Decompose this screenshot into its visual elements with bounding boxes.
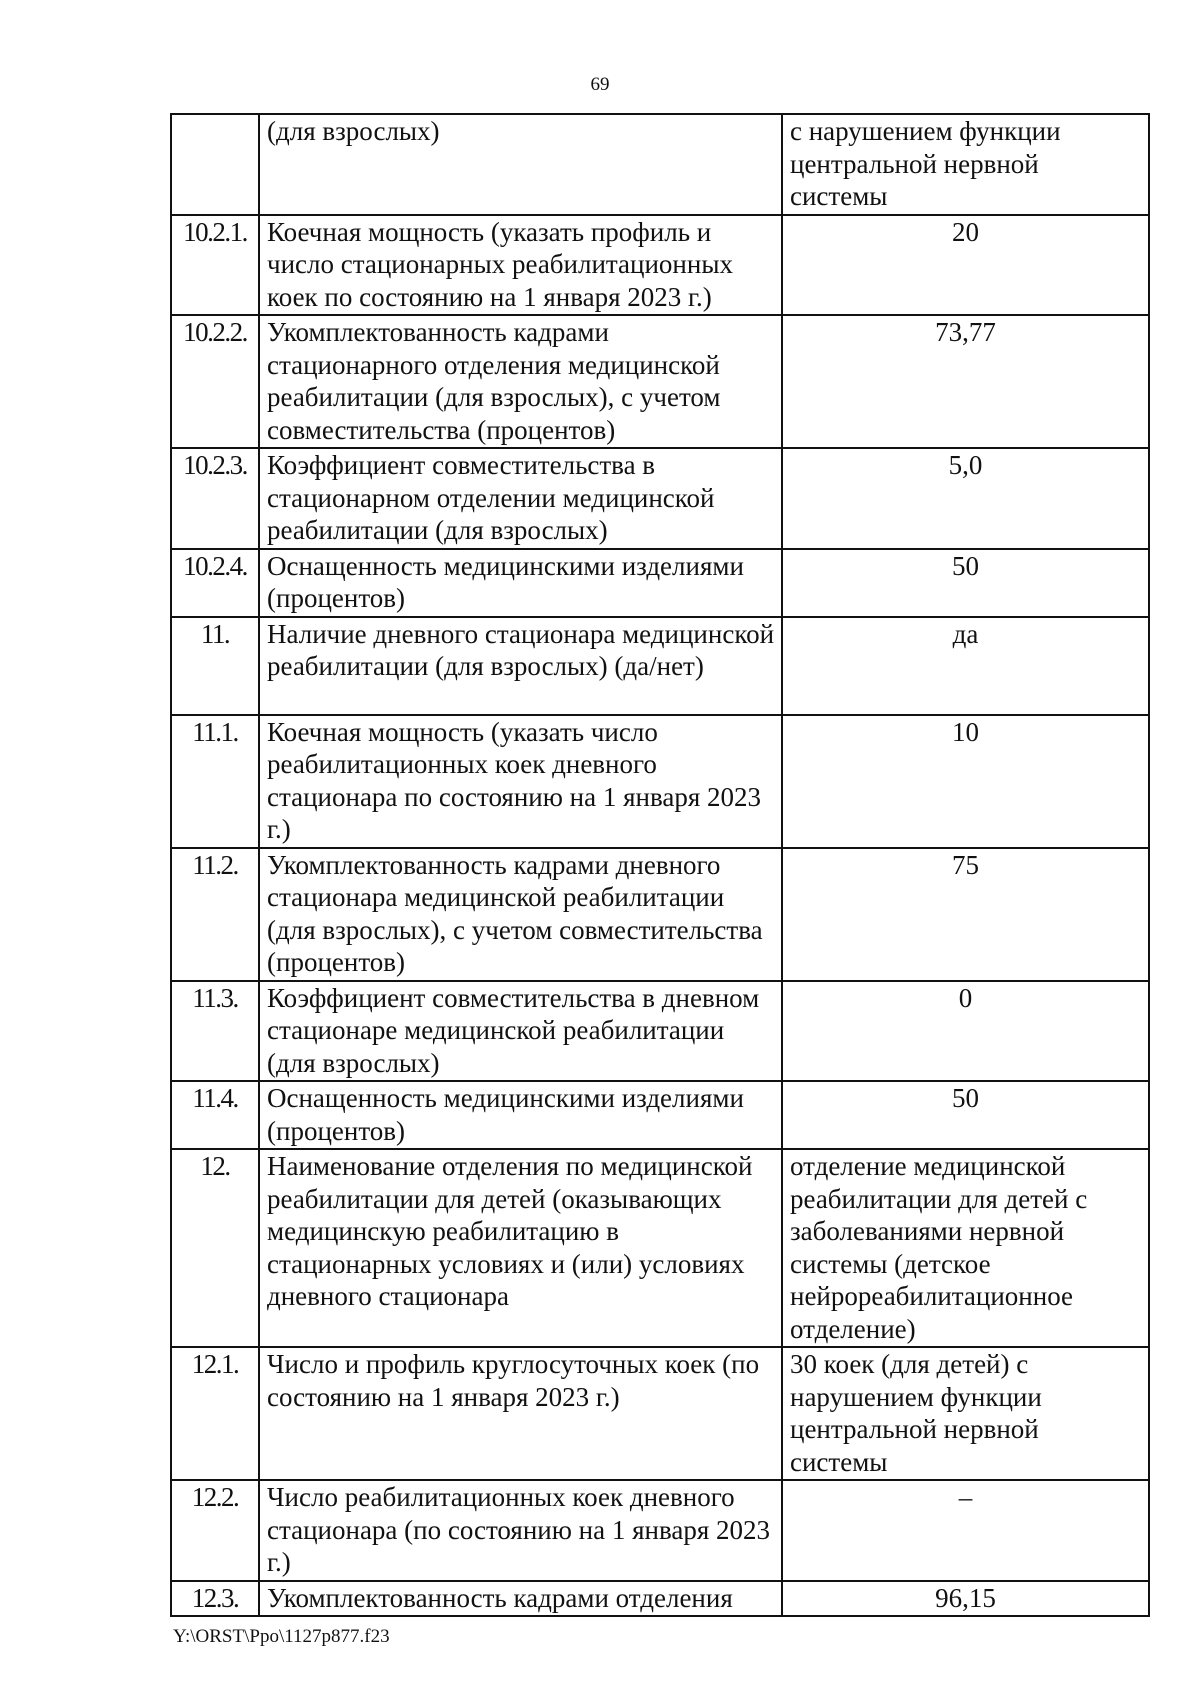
row-description: Оснащенность медицинскими изделиями (процентов): [259, 549, 782, 617]
row-description: (для взрослых): [259, 114, 782, 215]
table-row: [171, 1347, 1149, 1480]
row-description: Укомплектованность кадрами стационарного отделения медицинской реабилитации (для взрослых), с учетом совместительства (процентов): [259, 315, 782, 448]
row-description: Коечная мощность (указать число реабилитационных коек дневного стационара по состоянию на 1 января 2023 г.): [259, 715, 782, 848]
table-row: [171, 114, 1149, 215]
row-value: 30 коек (для детей) с нарушением функции центральной нервной системы: [782, 1347, 1149, 1480]
row-number: 11.: [171, 617, 259, 715]
row-description: Число реабилитационных коек дневного стационара (по состоянию на 1 января 2023 г.): [259, 1480, 782, 1581]
row-value: –: [782, 1480, 1149, 1581]
row-value: 20: [782, 215, 1149, 316]
table-row: [171, 848, 1149, 981]
row-value: 96,15: [782, 1581, 1149, 1617]
table-row: [171, 715, 1149, 848]
row-description: Укомплектованность кадрами дневного стационара медицинской реабилитации (для взрослых), с учетом совместительства (процентов): [259, 848, 782, 981]
row-value: 50: [782, 1081, 1149, 1149]
row-number: 11.2.: [171, 848, 259, 981]
table-row: [171, 315, 1149, 448]
row-number: 11.1.: [171, 715, 259, 848]
row-description: Коечная мощность (указать профиль и число стационарных реабилитационных коек по состоянию на 1 января 2023 г.): [259, 215, 782, 316]
row-number: 10.2.1.: [171, 215, 259, 316]
row-number: 10.2.4.: [171, 549, 259, 617]
footer-file-path: Y:\ORST\Ppo\1127p877.f23: [173, 1626, 390, 1647]
row-value: 5,0: [782, 448, 1149, 549]
table-row: [171, 1081, 1149, 1149]
row-description: Число и профиль круглосуточных коек (по состоянию на 1 января 2023 г.): [259, 1347, 782, 1480]
indicators-table: [170, 113, 1150, 1617]
row-number: 12.2.: [171, 1480, 259, 1581]
row-value: 75: [782, 848, 1149, 981]
row-description: Наличие дневного стационара медицинской реабилитации (для взрослых) (да/нет): [259, 617, 782, 715]
row-number: [171, 114, 259, 215]
table-row: [171, 549, 1149, 617]
row-value: отделение медицинской реабилитации для детей с заболеваниями нервной системы (детское нейрореабилитационное отделение): [782, 1149, 1149, 1347]
row-value: 0: [782, 981, 1149, 1082]
row-number: 12.1.: [171, 1347, 259, 1480]
row-value: с нарушением функции центральной нервной системы: [782, 114, 1149, 215]
row-value: 10: [782, 715, 1149, 848]
table-row: [171, 1149, 1149, 1347]
row-number: 12.3.: [171, 1581, 259, 1617]
row-number: 12.: [171, 1149, 259, 1347]
row-value: 73,77: [782, 315, 1149, 448]
row-description: Коэффициент совместительства в стационарном отделении медицинской реабилитации (для взрослых): [259, 448, 782, 549]
row-number: 11.4.: [171, 1081, 259, 1149]
row-description: Наименование отделения по медицинской реабилитации для детей (оказывающих медицинскую реабилитацию в стационарных условиях и (или) условиях дневного стационара: [259, 1149, 782, 1347]
row-description: Укомплектованность кадрами отделения: [259, 1581, 782, 1617]
table-row: [171, 215, 1149, 316]
table-row: [171, 1581, 1149, 1617]
table-row: [171, 448, 1149, 549]
table-row: [171, 617, 1149, 715]
row-number: 10.2.3.: [171, 448, 259, 549]
row-number: 11.3.: [171, 981, 259, 1082]
row-value: да: [782, 617, 1149, 715]
row-number: 10.2.2.: [171, 315, 259, 448]
page-number: 69: [590, 74, 610, 95]
table-row: [171, 1480, 1149, 1581]
row-value: 50: [782, 549, 1149, 617]
row-description: Коэффициент совместительства в дневном стационаре медицинской реабилитации (для взрослых): [259, 981, 782, 1082]
row-description: Оснащенность медицинскими изделиями (процентов): [259, 1081, 782, 1149]
table-row: [171, 981, 1149, 1082]
